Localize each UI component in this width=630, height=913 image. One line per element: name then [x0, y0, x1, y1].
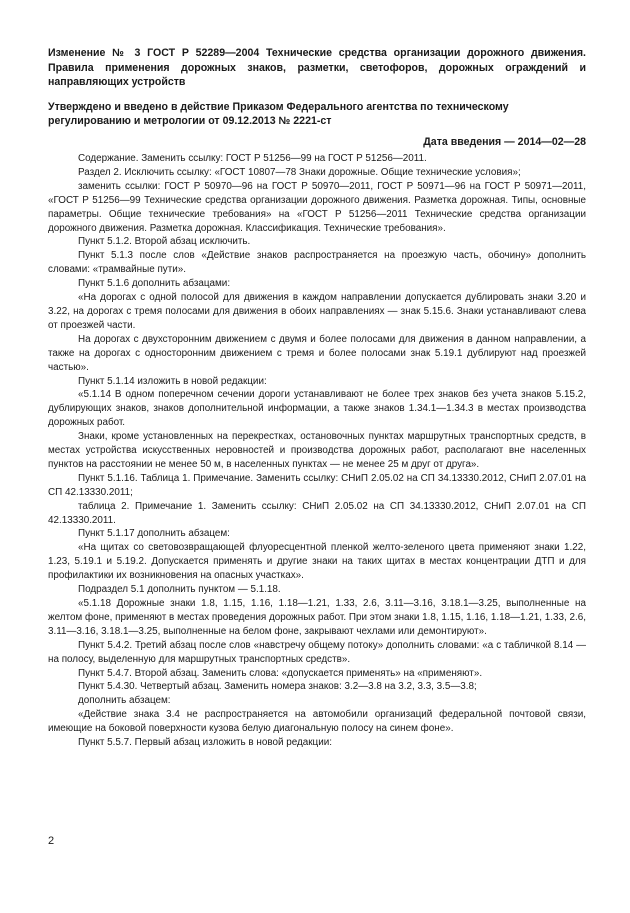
effective-date: Дата введения — 2014—02—28	[423, 135, 586, 148]
paragraph: Знаки, кроме установленных на перекрестках, остановочных пунктах маршрутных транспортных средств, в местах устройства искусственных неровностей и производства дорожных работ, располагают вне населенных пунктов на расстоянии не менее 50 м, в населенных пунктах — не менее 25 м друг от друга».	[48, 431, 586, 470]
document-header	[48, 46, 586, 149]
paragraph: Пункт 5.1.6 дополнить абзацами:	[78, 278, 231, 290]
paragraph: Пункт 5.1.17 дополнить абзацем:	[78, 528, 230, 540]
paragraph: «На щитах со световозвращающей флуоресцентной пленкой желто-зеленого цвета применяют знаки 1.22, 1.23, 5.19.1 и 5.19.2. Допускается применять и другие знаки на таких щитах в местах концентрации ДТП и для профилактики их возникновения на опасных участках».	[48, 542, 586, 582]
paragraph: «5.1.14 В одном поперечном сечении дороги устанавливают не более трех знаков без учета знаков 5.15.2, дублирующих знаков, знаков дополнительной информации, а также знаков 1.34.1—1.34.3 в местах производства дорожных работ.	[48, 389, 586, 429]
document-body	[48, 152, 586, 750]
page-number: 2	[48, 835, 55, 847]
paragraph: На дорогах с двухсторонним движением с двумя и более полосами для движения в данном направлении, а также на дорогах с односторонним движением с тремя и более полосами знак 5.19.1 дублируют над проезжей частью».	[48, 333, 586, 373]
paragraph: Раздел 2. Исключить ссылку: «ГОСТ 10807—78 Знаки дорожные. Общие технические условия»;	[78, 166, 521, 178]
paragraph: Пункт 5.4.2. Третий абзац после слов «навстречу общему потоку» дополнить словами: «а с табличкой 8.14 — на полосу, выделенную для маршрутных транспортных средств».	[48, 639, 586, 665]
paragraph: «На дорогах с одной полосой для движения в каждом направлении допускается дублировать знаки 3.20 и 3.22, на дорогах с тремя полосами для движения в обоих направлениях — знак 5.15.6. Знаки устанавливают слева от проезжей части.	[48, 292, 586, 331]
paragraph: Подраздел 5.1 дополнить пунктом — 5.1.18.	[78, 584, 281, 596]
paragraph: Пункт 5.1.2. Второй абзац исключить.	[78, 236, 251, 248]
paragraph: «5.1.18 Дорожные знаки 1.8, 1.15, 1.16, 1.18—1.21, 1.33, 2.6, 3.11—3.16, 3.18.1—3.25, выполненные на желтом фоне, применяют в местах проведения дорожных работ. При этом знаки 1.8, 1.15, 1.16, 1.18—1.21, 1.33, 2.6, 3.11—3.16, 3.18.1—3.25, выполненные на белом фоне, закрывают чехлами или демонтируют».	[48, 598, 586, 637]
paragraph: Пункт 5.4.7. Второй абзац. Заменить слова: «допускается применять» на «применяют».	[78, 667, 483, 679]
paragraph: Содержание. Заменить ссылку: ГОСТ Р 51256—99 на ГОСТ Р 51256—2011.	[78, 153, 427, 164]
paragraph: таблица 2. Примечание 1. Заменить ссылку: СНиП 2.05.02 на СП 34.13330.2012, СНиП 2.07.01 на СП 42.13330.2011.	[48, 500, 586, 526]
approval-statement: Утверждено и введено в действие Приказом Федерального агентства по техническому регулированию и метрологии от 09.12.2013 № 2221-ст	[48, 100, 509, 127]
paragraph: Пункт 5.4.30. Четвертый абзац. Заменить номера знаков: 3.2—3.8 на 3.2, 3.3, 3.5—3.8;	[78, 681, 477, 693]
paragraph: Пункт 5.1.3 после слов «Действие знаков распространяется на проезжую часть, обочину» дополнить словами: «трамвайные пути».	[48, 250, 586, 276]
paragraph: «Действие знака 3.4 не распространяется на автомобили организаций федеральной почтовой связи, имеющие на боковой поверхности кузова белую диагональную полосу на синем фоне».	[48, 709, 586, 735]
paragraph: Пункт 5.5.7. Первый абзац изложить в новой редакции:	[78, 737, 332, 749]
paragraph: дополнить абзацем:	[78, 695, 171, 707]
paragraph: Пункт 5.1.14 изложить в новой редакции:	[78, 375, 267, 387]
paragraph: заменить ссылки: ГОСТ Р 50970—96 на ГОСТ Р 50970—2011, ГОСТ Р 50971—96 на ГОСТ Р 50971—2011, «ГОСТ Р 51256—99 Технические средства организации дорожного движения. Разметка дорожная. Типы, основные параметры. Общие технические требования» на «ГОСТ Р 51256—2011 Технические средства организации дорожного движения. Разметка дорожная. Классификация. Технические требования».	[48, 180, 586, 234]
document-title: Изменение № 3 ГОСТ Р 52289—2004 Технические средства организации дорожного движения. Правила применения дорожных знаков, разметки, светофоров, дорожных ограждений и направляющих устройств	[48, 47, 586, 88]
paragraph: Пункт 5.1.16. Таблица 1. Примечание. Заменить ссылку: СНиП 2.05.02 на СП 34.13330.2012, СНиП 2.07.01 на СП 42.13330.2011;	[48, 472, 586, 498]
